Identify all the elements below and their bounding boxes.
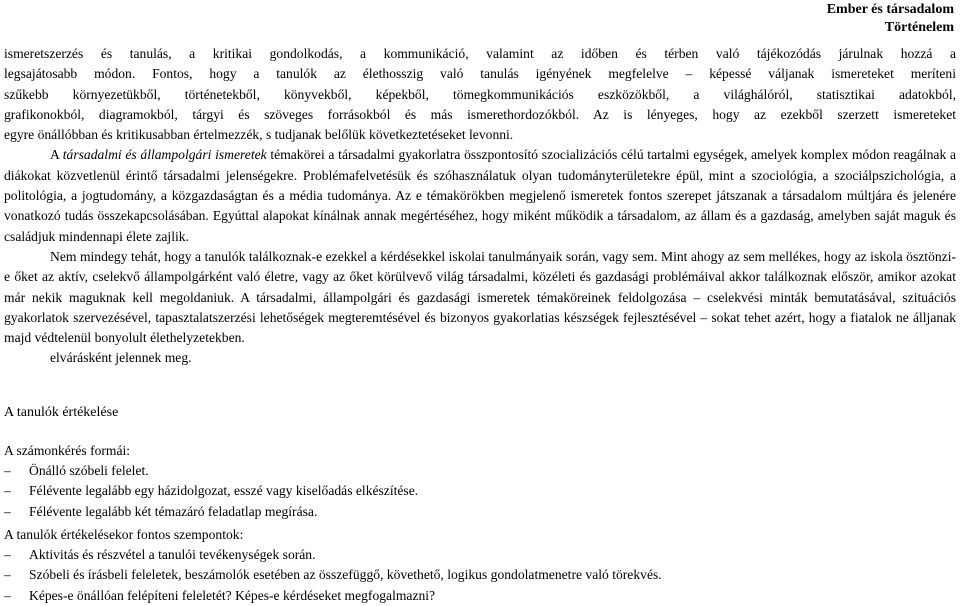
criteria-list [4, 545, 662, 606]
page-header [827, 1, 954, 37]
paragraph-1-line-2: legsajátosabb módon. Fontos, hogy a tanulók az élethosszig való tanulás igényének megfelelve – képessé váljanak ismereteket meríteni [4, 66, 956, 82]
paragraph-2-italic: társadalmi és állampolgári ismeretek [62, 147, 267, 163]
paragraph-2 [4, 145, 956, 246]
section-title: A tanulók értékelése [4, 405, 119, 420]
list-item: – Aktivitás és részvétel a tanulói tevékenységek során. [4, 545, 662, 565]
paragraph-2-rest: témakörei a társadalmi gyakorlatra összpontosító szocializációs célú tartalmi egységek, amelyek komplex módon reagálnak a diákokat közvetlenül érintő társadalmi jelenségekre. Problémafelvetésük és szóhasználatuk olyan tudományterületekre épül, mint a szociológia, a szociálpszichológia, a politológia, a jogtudomány, a közgazdaságtan és a média tudománya. Az e témakörökben megjelenő ismeretek fontos szerepet játszanak a társadalom múltjára és jelenére vonatkozó tudás összekapcsolásában. Egyúttal alapokat kínálnak annak megértéséhez, hogy miként működik a társadalom, az állam és a gazdaság, amelyben saját maguk és családjuk mindennapi élete zajlik. [4, 147, 956, 244]
paragraph-1-line-1: ismeretszerzés és tanulás, a kritikai gondolkodás, a kommunikáció, valamint az időben és térben való tájékozódás járulnak hozzá a [4, 46, 956, 61]
forms-list [4, 461, 418, 522]
paragraph-3: Nem mindegy tehát, hogy a tanulók találkoznak-e ezekkel a kérdésekkel iskolai tanulmányaik során, vagy sem. Mint ahogy az sem mellékes, hogy az iskola ösztönzi-e őket az aktív, cselekvő állampolgárként való életre, vagy az őket körülvevő világ társadalmi, közéleti és gazdasági problémáival akkor találkoznak először, amikor azokat már nekik maguknak kell megoldaniuk. A társadalmi, állampolgári és gazdasági ismeretek témaköreinek feldolgozása – cselekvési minták bemutatásával, szituációs gyakorlatok szervezésével, tapasztalatszerzési lehetőségek megteremtésével és bizonyos gyakorlatias készségek fejlesztésével – sokat tehet azért, hogy a fiatalok ne álljanak majd védtelenül bonyolult élethelyzetekben. [4, 248, 956, 346]
list-item: – Képes-e önállóan felépíteni feleletét? Képes-e kérdéseket megfogalmazni? [4, 586, 662, 606]
forms-heading: A számonkérés formái: [4, 443, 131, 458]
header-subject: Ember és társadalom [826, 2, 954, 17]
criteria-heading: A tanulók értékelésekor fontos szempontok: [4, 527, 244, 542]
paragraph-1-line-4: grafikonokból, diagramokból, tárgyi és szöveges forrásokból és más ismerethordozókból. Az is lényeges, hogy az ezekből szerzett ismereteket [4, 106, 956, 122]
paragraph-2-lead: A [50, 147, 63, 163]
paragraph-4: elvárásként jelennek meg. [50, 350, 192, 366]
list-item: – Önálló szóbeli felelet. [4, 461, 418, 481]
paragraph-1-line-3: szűkebb környezetükből, történetekből, könyvekből, képekből, tömegkommunikációs eszközökből, a világhálóról, statisztikai adatokból, [4, 86, 956, 102]
list-item: – Félévente legalább két témazáró feladatlap megírása. [4, 502, 418, 522]
list-item: – Félévente legalább egy házidolgozat, esszé vagy kiselőadás elkészítése. [4, 481, 418, 501]
document-body [4, 44, 956, 369]
list-item: – Szóbeli és írásbeli feleletek, beszámolók esetében az összefüggő, követhető, logikus gondolatmenetre való törekvés. [4, 565, 662, 585]
header-topic: Történelem [884, 20, 954, 35]
paragraph-1-line-5: egyre önállóbban és kritikusabban értelmezzék, s tudjanak belőlük következtetéseket levonni. [4, 127, 514, 143]
